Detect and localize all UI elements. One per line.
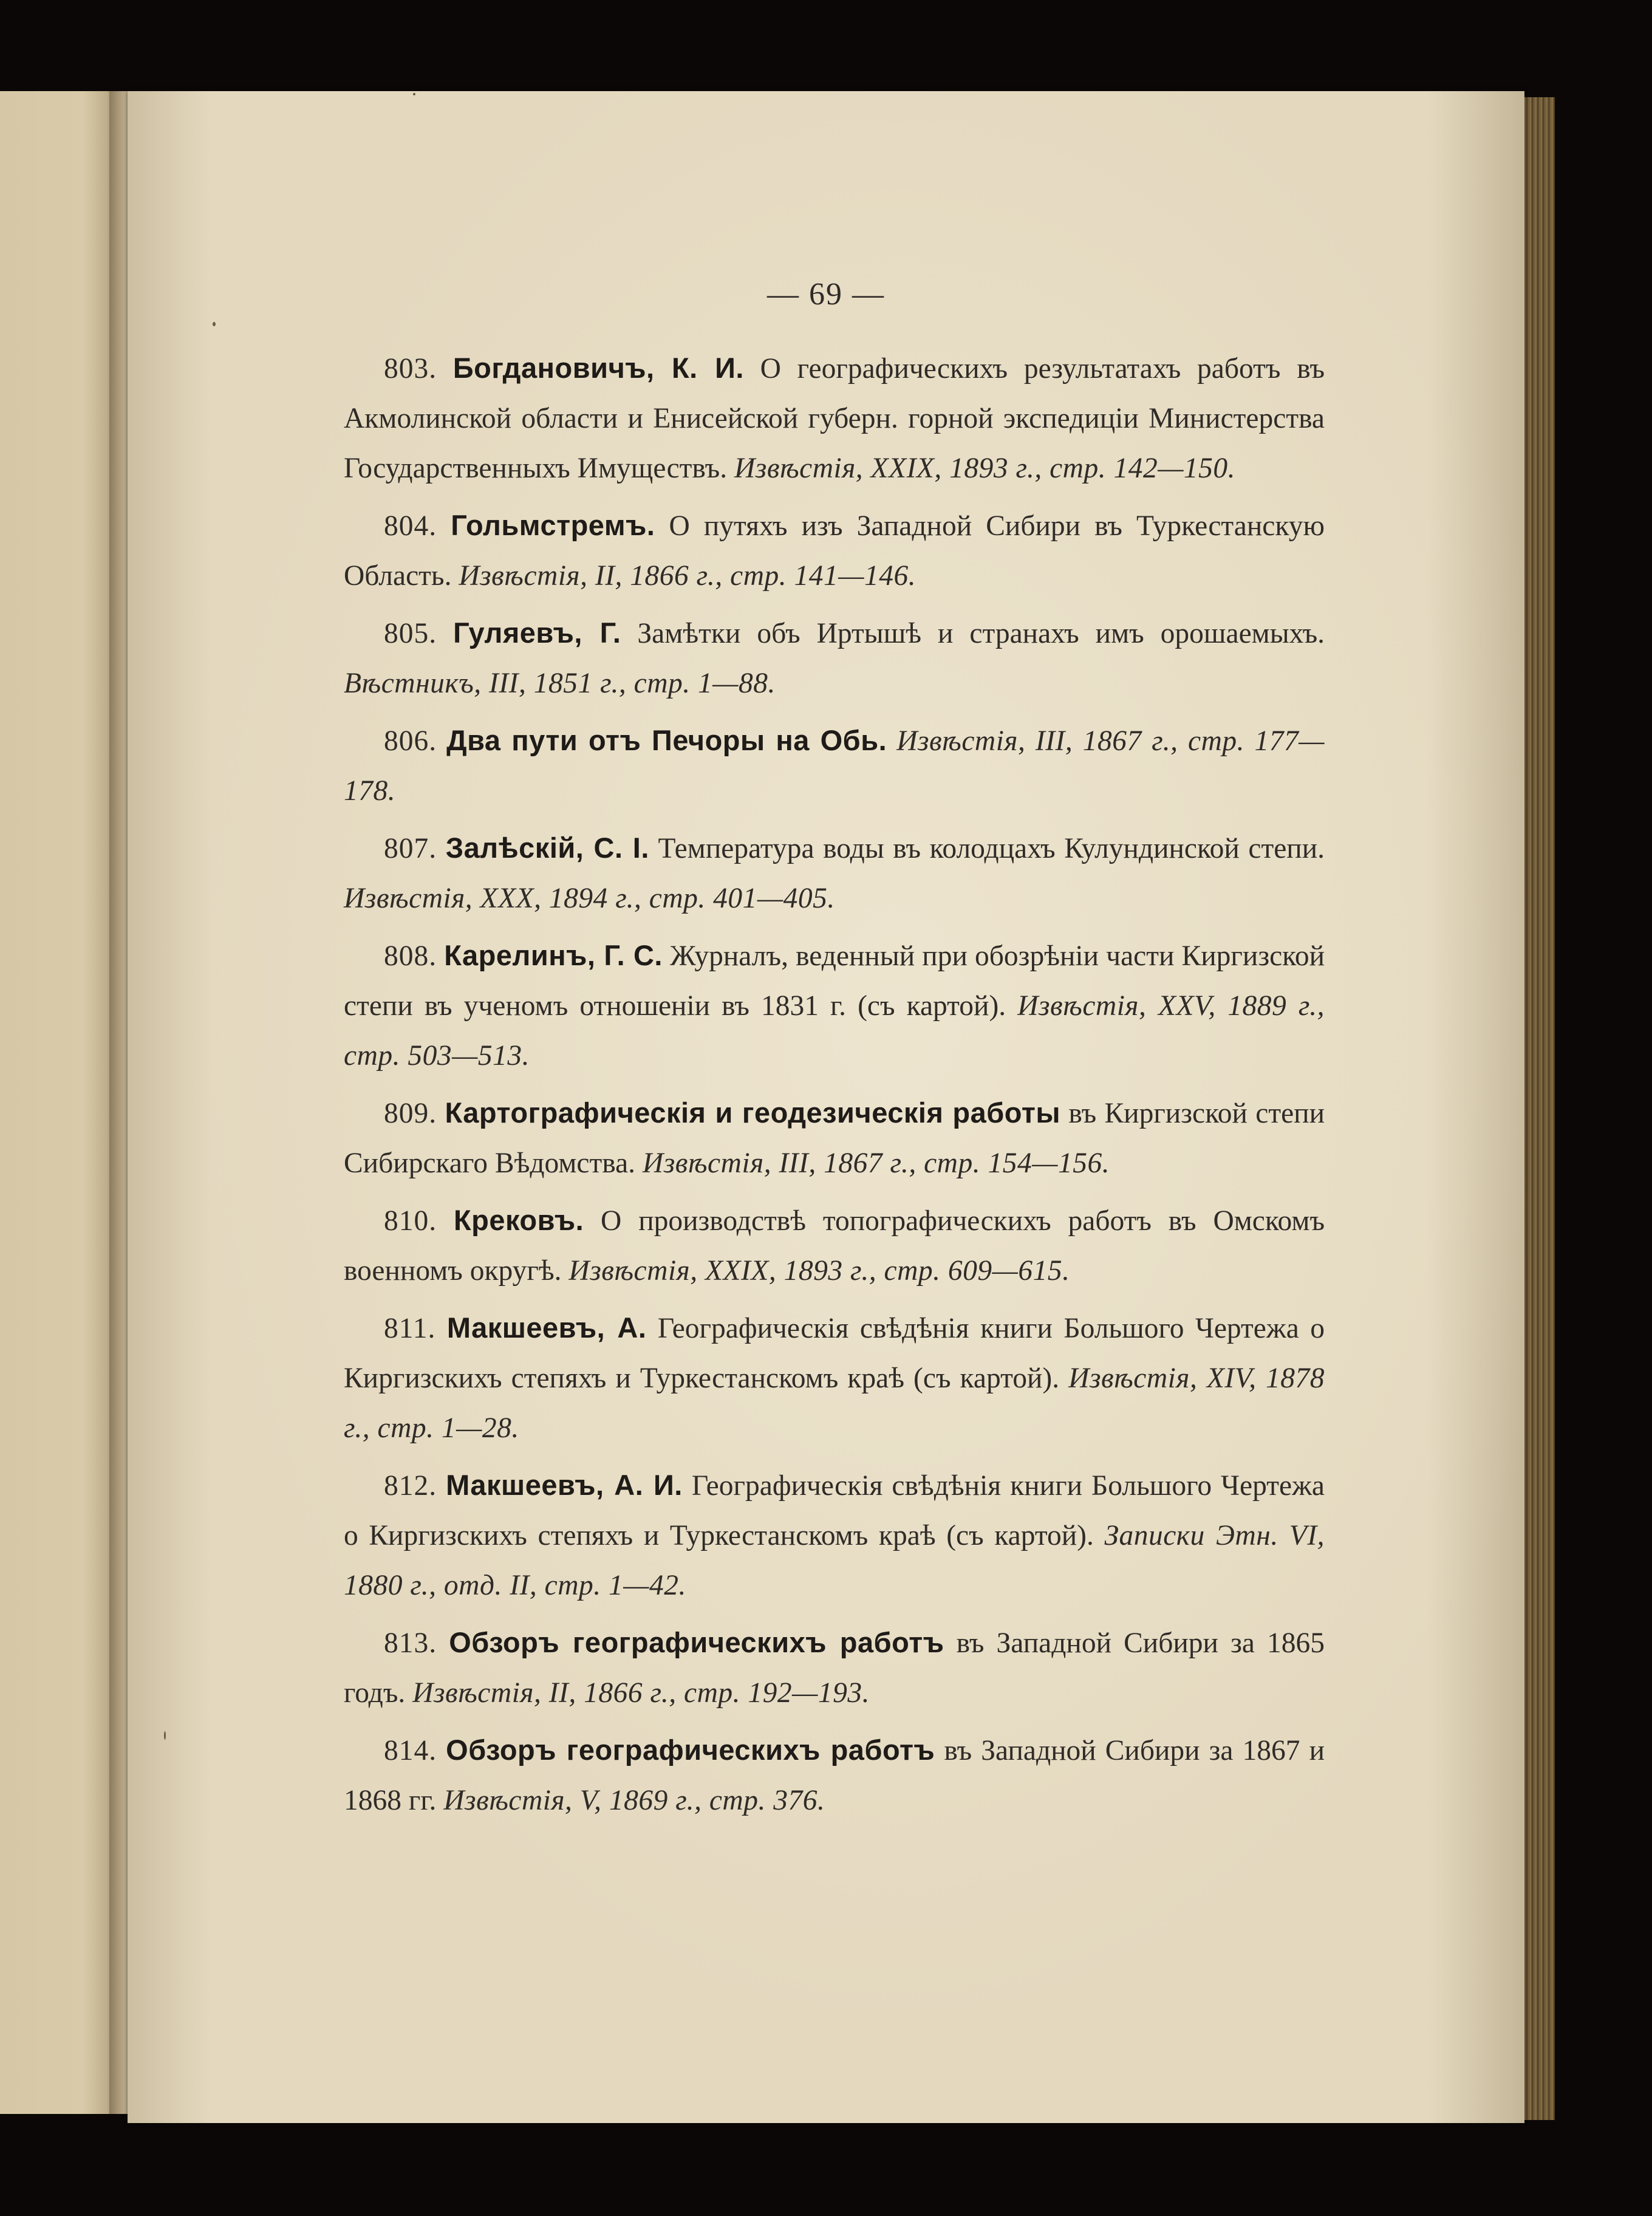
- entry-citation: Извѣстія, III, 1867 г., стр. 154—156.: [642, 1147, 1110, 1179]
- bibliography-entry: [344, 931, 1325, 1081]
- entry-citation: Извѣстія, V, 1869 г., стр. 376.: [443, 1785, 825, 1816]
- entry-title: Географическія свѣдѣнія книги Большого Чертежа о Киргизскихъ степяхъ и Туркестанскомъ краѣ (съ картой).: [344, 1470, 1325, 1551]
- entry-author: Обзоръ географическихъ работъ: [446, 1734, 935, 1766]
- entry-author: Богдановичъ, К. И.: [452, 352, 744, 384]
- entry-author: Карелинъ, Г. С.: [444, 939, 663, 971]
- page-number: — 69 —: [767, 277, 885, 312]
- entry-number: 808.: [384, 940, 437, 972]
- entry-author: Крековъ.: [453, 1204, 584, 1236]
- left-page-edge: [0, 91, 118, 2114]
- entry-number: 812.: [384, 1470, 437, 1502]
- entry-citation: Извѣстія, XXV, 1889 г., стр. 503—513.: [344, 990, 1325, 1072]
- entry-author: Гуляевъ, Г.: [453, 617, 621, 649]
- entry-title: О географическихъ результатахъ работъ въ Акмолинской области и Енисейской губерн. горной экспедиціи Министерства Государственныхъ Имуществъ.: [344, 353, 1325, 484]
- entry-author: Гольмстремъ.: [451, 509, 655, 541]
- entry-citation: Извѣстія, XIV, 1878 г., стр. 1—28.: [344, 1363, 1325, 1444]
- bibliography-entry: [344, 823, 1325, 923]
- bibliography-entry: [344, 1088, 1325, 1188]
- entry-author: Картографическія и геодезическія работы: [445, 1096, 1060, 1129]
- entry-number: 803.: [384, 353, 437, 385]
- entry-author: Залѣскій, С. І.: [445, 832, 649, 864]
- bibliography-entry: [344, 1725, 1325, 1825]
- paper-speck: [164, 1731, 166, 1740]
- entry-citation: Извѣстія, XXIX, 1893 г., стр. 142—150.: [734, 453, 1236, 484]
- entry-author: Обзоръ географическихъ работъ: [449, 1626, 944, 1658]
- bibliography-entry: [344, 716, 1325, 816]
- entry-number: 806.: [384, 725, 437, 757]
- entry-title: въ Киргизской степи Сибирскаго Вѣдомства.: [344, 1098, 1325, 1179]
- entry-title: Географическія свѣдѣнія книги Большого Чертежа о Киргизскихъ степяхъ и Туркестанскомъ краѣ (съ картой).: [344, 1313, 1325, 1394]
- entry-title: О производствѣ топографическихъ работъ въ Омскомъ военномъ округѣ.: [344, 1205, 1325, 1287]
- entry-title: Замѣтки объ Иртышѣ и странахъ имъ орошаемыхъ.: [637, 618, 1325, 649]
- bibliography-entry: [344, 1303, 1325, 1453]
- entry-title: въ Западной Сибири за 1865 годъ.: [344, 1627, 1325, 1709]
- entry-author: Макшеевъ, А.: [446, 1311, 647, 1344]
- entry-citation: Извѣстія, II, 1866 г., стр. 192—193.: [412, 1677, 870, 1709]
- paper-speck: [413, 93, 415, 95]
- paper-speck: [213, 322, 216, 326]
- entry-number: 813.: [384, 1627, 437, 1659]
- bibliography-entry: [344, 1460, 1325, 1610]
- entry-number: 804.: [384, 510, 437, 542]
- entry-title: въ Западной Сибири за 1867 и 1868 гг.: [344, 1735, 1325, 1816]
- entry-title: Температура воды въ колодцахъ Кулундинской степи.: [658, 833, 1325, 864]
- bibliography-entry: [344, 608, 1325, 708]
- bibliography-list: [344, 343, 1325, 1833]
- bibliography-entry: [344, 1618, 1325, 1718]
- entry-citation: Вѣстникъ, III, 1851 г., стр. 1—88.: [344, 668, 776, 699]
- bibliography-entry: [344, 501, 1325, 601]
- entry-citation: Извѣстія, III, 1867 г., стр. 177—178.: [344, 725, 1325, 807]
- entry-citation: Извѣстія, XXIX, 1893 г., стр. 609—615.: [568, 1255, 1070, 1287]
- entry-title: Журналъ, веденный при обозрѣніи части Киргизской степи въ ученомъ отношеніи въ 1831 г. (съ картой).: [344, 940, 1325, 1022]
- entry-author: Два пути отъ Печоры на Обь.: [446, 724, 887, 756]
- entry-citation: Извѣстія, XXX, 1894 г., стр. 401—405.: [344, 883, 835, 914]
- entry-number: 810.: [384, 1205, 437, 1237]
- entry-title: О путяхъ изъ Западной Сибири въ Туркестанскую Область.: [344, 510, 1325, 592]
- bibliography-entry: [344, 343, 1325, 493]
- entry-number: 811.: [384, 1313, 436, 1344]
- entry-citation: Извѣстія, II, 1866 г., стр. 141—146.: [459, 560, 916, 592]
- entry-number: 807.: [384, 833, 437, 864]
- entry-author: Макшеевъ, А. И.: [446, 1469, 683, 1501]
- entry-number: 814.: [384, 1735, 437, 1766]
- entry-number: 805.: [384, 618, 437, 649]
- entry-citation: Записки Этн. VI, 1880 г., отд. II, стр. 1—42.: [344, 1520, 1325, 1601]
- bibliography-entry: [344, 1195, 1325, 1296]
- entry-number: 809.: [384, 1098, 437, 1129]
